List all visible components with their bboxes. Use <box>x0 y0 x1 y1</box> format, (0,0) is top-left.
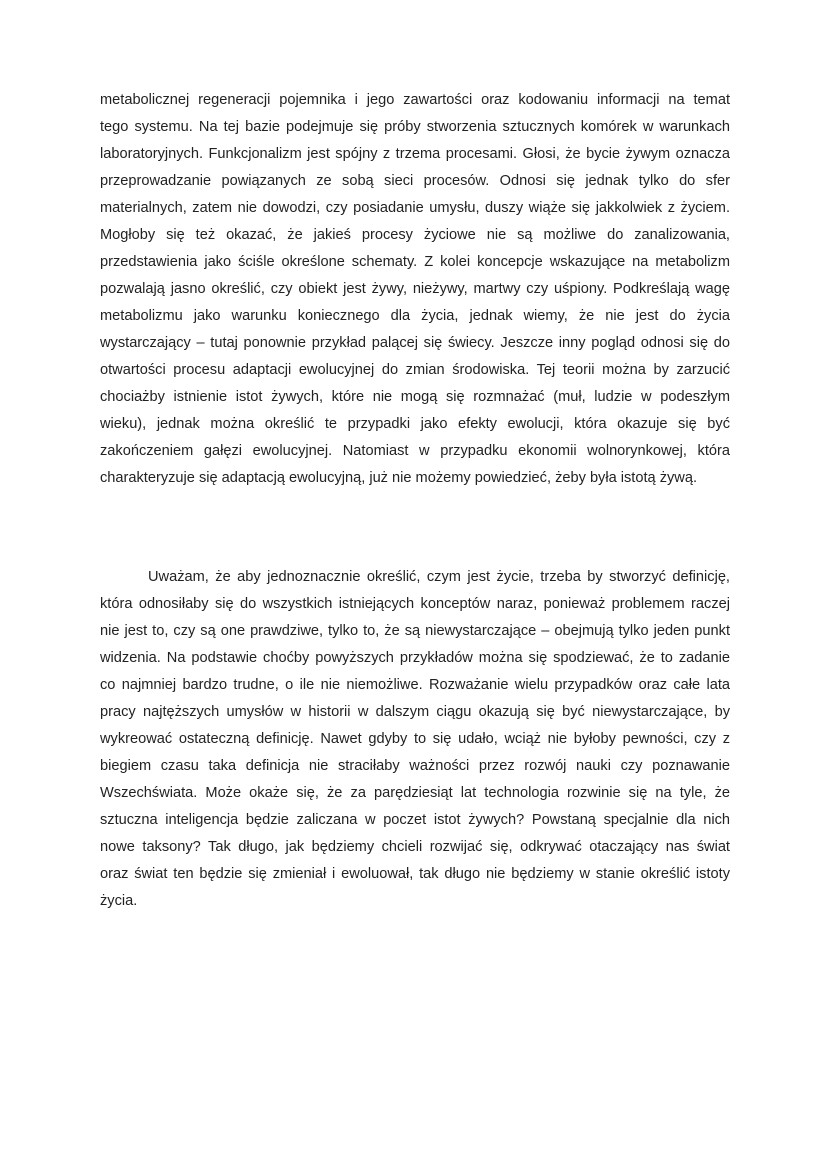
text-line: sztuczna inteligencja będzie zaliczana w poczet istot żywych? Powstaną specjalnie dla nich <box>100 812 730 828</box>
text-line: biegiem czasu taka definicja nie straciłaby ważności przez rozwój nauki czy poznawanie <box>100 758 730 774</box>
text-line: charakteryzuje się adaptacją ewolucyjną, już nie możemy powiedzieć, żeby była istotą żywą. <box>100 470 698 486</box>
text-line: otwartości procesu adaptacji ewolucyjnej do zmian środowiska. Tej teorii można by zarzucić <box>100 362 730 378</box>
text-line: przedstawienia jako ściśle określone schematy. Z kolei koncepcje wskazujące na metabolizm <box>100 254 730 270</box>
text-line: nie jest to, czy są one prawdziwe, tylko to, że są niewystarczające – obejmują tylko jeden punkt <box>100 623 730 639</box>
text-line: oraz świat ten będzie się zmieniał i ewoluował, tak długo nie będziemy w stanie określić istoty <box>100 866 730 882</box>
text-line: metabolizmu jako warunku koniecznego dla życia, jednak wiemy, że nie jest do życia <box>100 308 730 324</box>
text-line: Uważam, że aby jednoznacznie określić, czym jest życie, trzeba by stworzyć definicję, <box>148 569 730 585</box>
text-line: wystarczający – tutaj ponownie przykład palącej się świecy. Jeszcze inny pogląd odnosi się do <box>100 335 730 351</box>
text-line: materialnych, zatem nie dowodzi, czy posiadanie umysłu, duszy wiąże się jakkolwiek z życiem. <box>100 200 730 216</box>
text-line: życia. <box>100 893 138 909</box>
text-line: tego systemu. Na tej bazie podejmuje się próby stworzenia sztucznych komórek w warunkach <box>100 119 730 135</box>
text-line: metabolicznej regeneracji pojemnika i jego zawartości oraz kodowaniu informacji na temat <box>100 92 730 108</box>
text-line: pozwalają jasno określić, czy obiekt jest żywy, nieżywy, martwy czy uśpiony. Podkreślają wagę <box>100 281 730 297</box>
text-line: wieku), jednak można określić te przypadki jako efekty ewolucji, która okazuje się być <box>100 416 730 432</box>
text-line: przeprowadzanie powiązanych ze sobą sieci procesów. Odnosi się jednak tylko do sfer <box>100 173 730 189</box>
text-line: która odnosiłaby się do wszystkich istniejących konceptów naraz, ponieważ problemem raczej <box>100 596 730 612</box>
paragraph-2 <box>100 564 730 915</box>
text-line: co najmniej bardzo trudne, o ile nie niemożliwe. Rozważanie wielu przypadków oraz całe lata <box>100 677 730 693</box>
text-line: Mogłoby się też okazać, że jakieś procesy życiowe nie są możliwe do zanalizowania, <box>100 227 730 243</box>
text-line: wykreować ostateczną definicję. Nawet gdyby to się udało, wciąż nie byłoby pewności, czy z <box>100 731 730 747</box>
text-line: widzenia. Na podstawie choćby powyższych przykładów można się spodziewać, że to zadanie <box>100 650 730 666</box>
text-line: pracy najtęższych umysłów w historii w dalszym ciągu okazują się być niewystarczające, by <box>100 704 730 720</box>
text-line: nowe taksony? Tak długo, jak będziemy chcieli rozwijać się, odkrywać otaczający nas świat <box>100 839 730 855</box>
text-line: chociażby istnienie istot żywych, które nie mogą się rozmnażać (muł, ludzie w podeszłym <box>100 389 730 405</box>
text-line: Wszechświata. Może okaże się, że za parędziesiąt lat technologia rozwinie się na tyle, że <box>100 785 730 801</box>
text-line: zakończeniem gałęzi ewolucyjnej. Natomiast w przypadku ekonomii wolnorynkowej, która <box>100 443 730 459</box>
text-line: laboratoryjnych. Funkcjonalizm jest spójny z trzema procesami. Głosi, że bycie żywym oznacza <box>100 146 730 162</box>
paragraph-1 <box>100 87 730 492</box>
